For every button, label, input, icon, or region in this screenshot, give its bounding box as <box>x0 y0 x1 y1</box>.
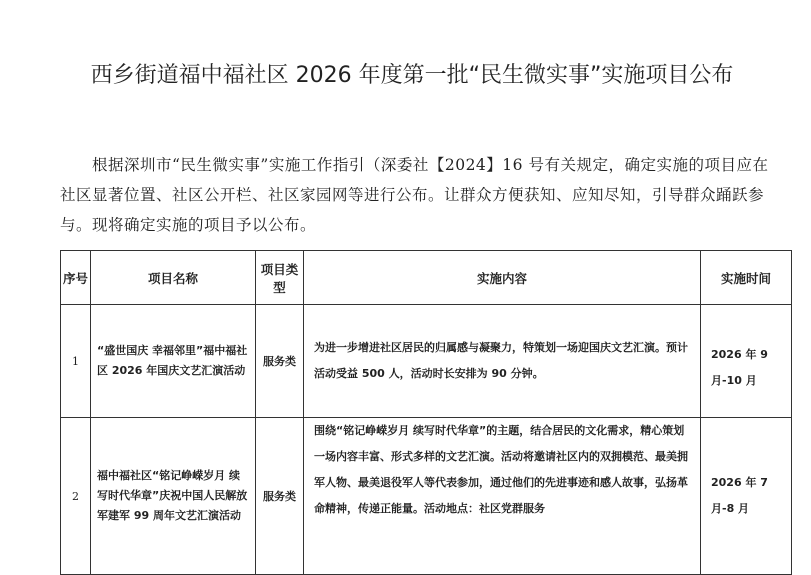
table-row <box>61 418 792 575</box>
header-content: 实施内容 <box>304 251 701 305</box>
header-seq: 序号 <box>61 251 91 305</box>
document-title: 西乡街道福中福社区 2026 年度第一批“民生微实事”实施项目公布 <box>90 63 734 88</box>
row-time: 2026 年 9 月-10 月 <box>701 305 792 418</box>
row-seq: 1 <box>61 305 91 418</box>
row-content: 为进一步增进社区居民的归属感与凝聚力，特策划一场迎国庆文艺汇演。预计活动受益 500 人，活动时长安排为 90 分钟。 <box>304 305 701 418</box>
row-project-type: 服务类 <box>256 418 304 575</box>
row-project-name: “盛世国庆 幸福邻里”福中福社区 2026 年国庆文艺汇演活动 <box>91 305 256 418</box>
project-table <box>60 250 792 575</box>
row-content: 围绕“铭记峥嵘岁月 续写时代华章”的主题，结合居民的文化需求，精心策划一场内容丰富、形式多样的文艺汇演。活动将邀请社区内的双拥模范、最美拥军人物、最美退役军人等代表参加，通过他们的先进事迹和感人故事，弘扬革命精神，传递正能量。活动地点：社区党群服务 <box>304 418 701 575</box>
row-project-name: 福中福社区“铭记峥嵘岁月 续写时代华章”庆祝中国人民解放军建军 99 周年文艺汇演活动 <box>91 418 256 575</box>
row-seq: 2 <box>61 418 91 575</box>
intro-paragraph: 根据深圳市“民生微实事”实施工作指引（深委社【2024】16 号有关规定，确定实施的项目应在社区显著位置、社区公开栏、社区家园网等进行公布。让群众方便获知、应知尽知，引导群众踊跃参与。现将确定实施的项目予以公布。 <box>60 156 769 234</box>
table-header-row <box>61 251 792 305</box>
header-name: 项目名称 <box>91 251 256 305</box>
row-time: 2026 年 7 月-8 月 <box>701 418 792 575</box>
header-type: 项目类型 <box>256 251 304 305</box>
table-row <box>61 305 792 418</box>
row-project-type: 服务类 <box>256 305 304 418</box>
header-time: 实施时间 <box>701 251 792 305</box>
